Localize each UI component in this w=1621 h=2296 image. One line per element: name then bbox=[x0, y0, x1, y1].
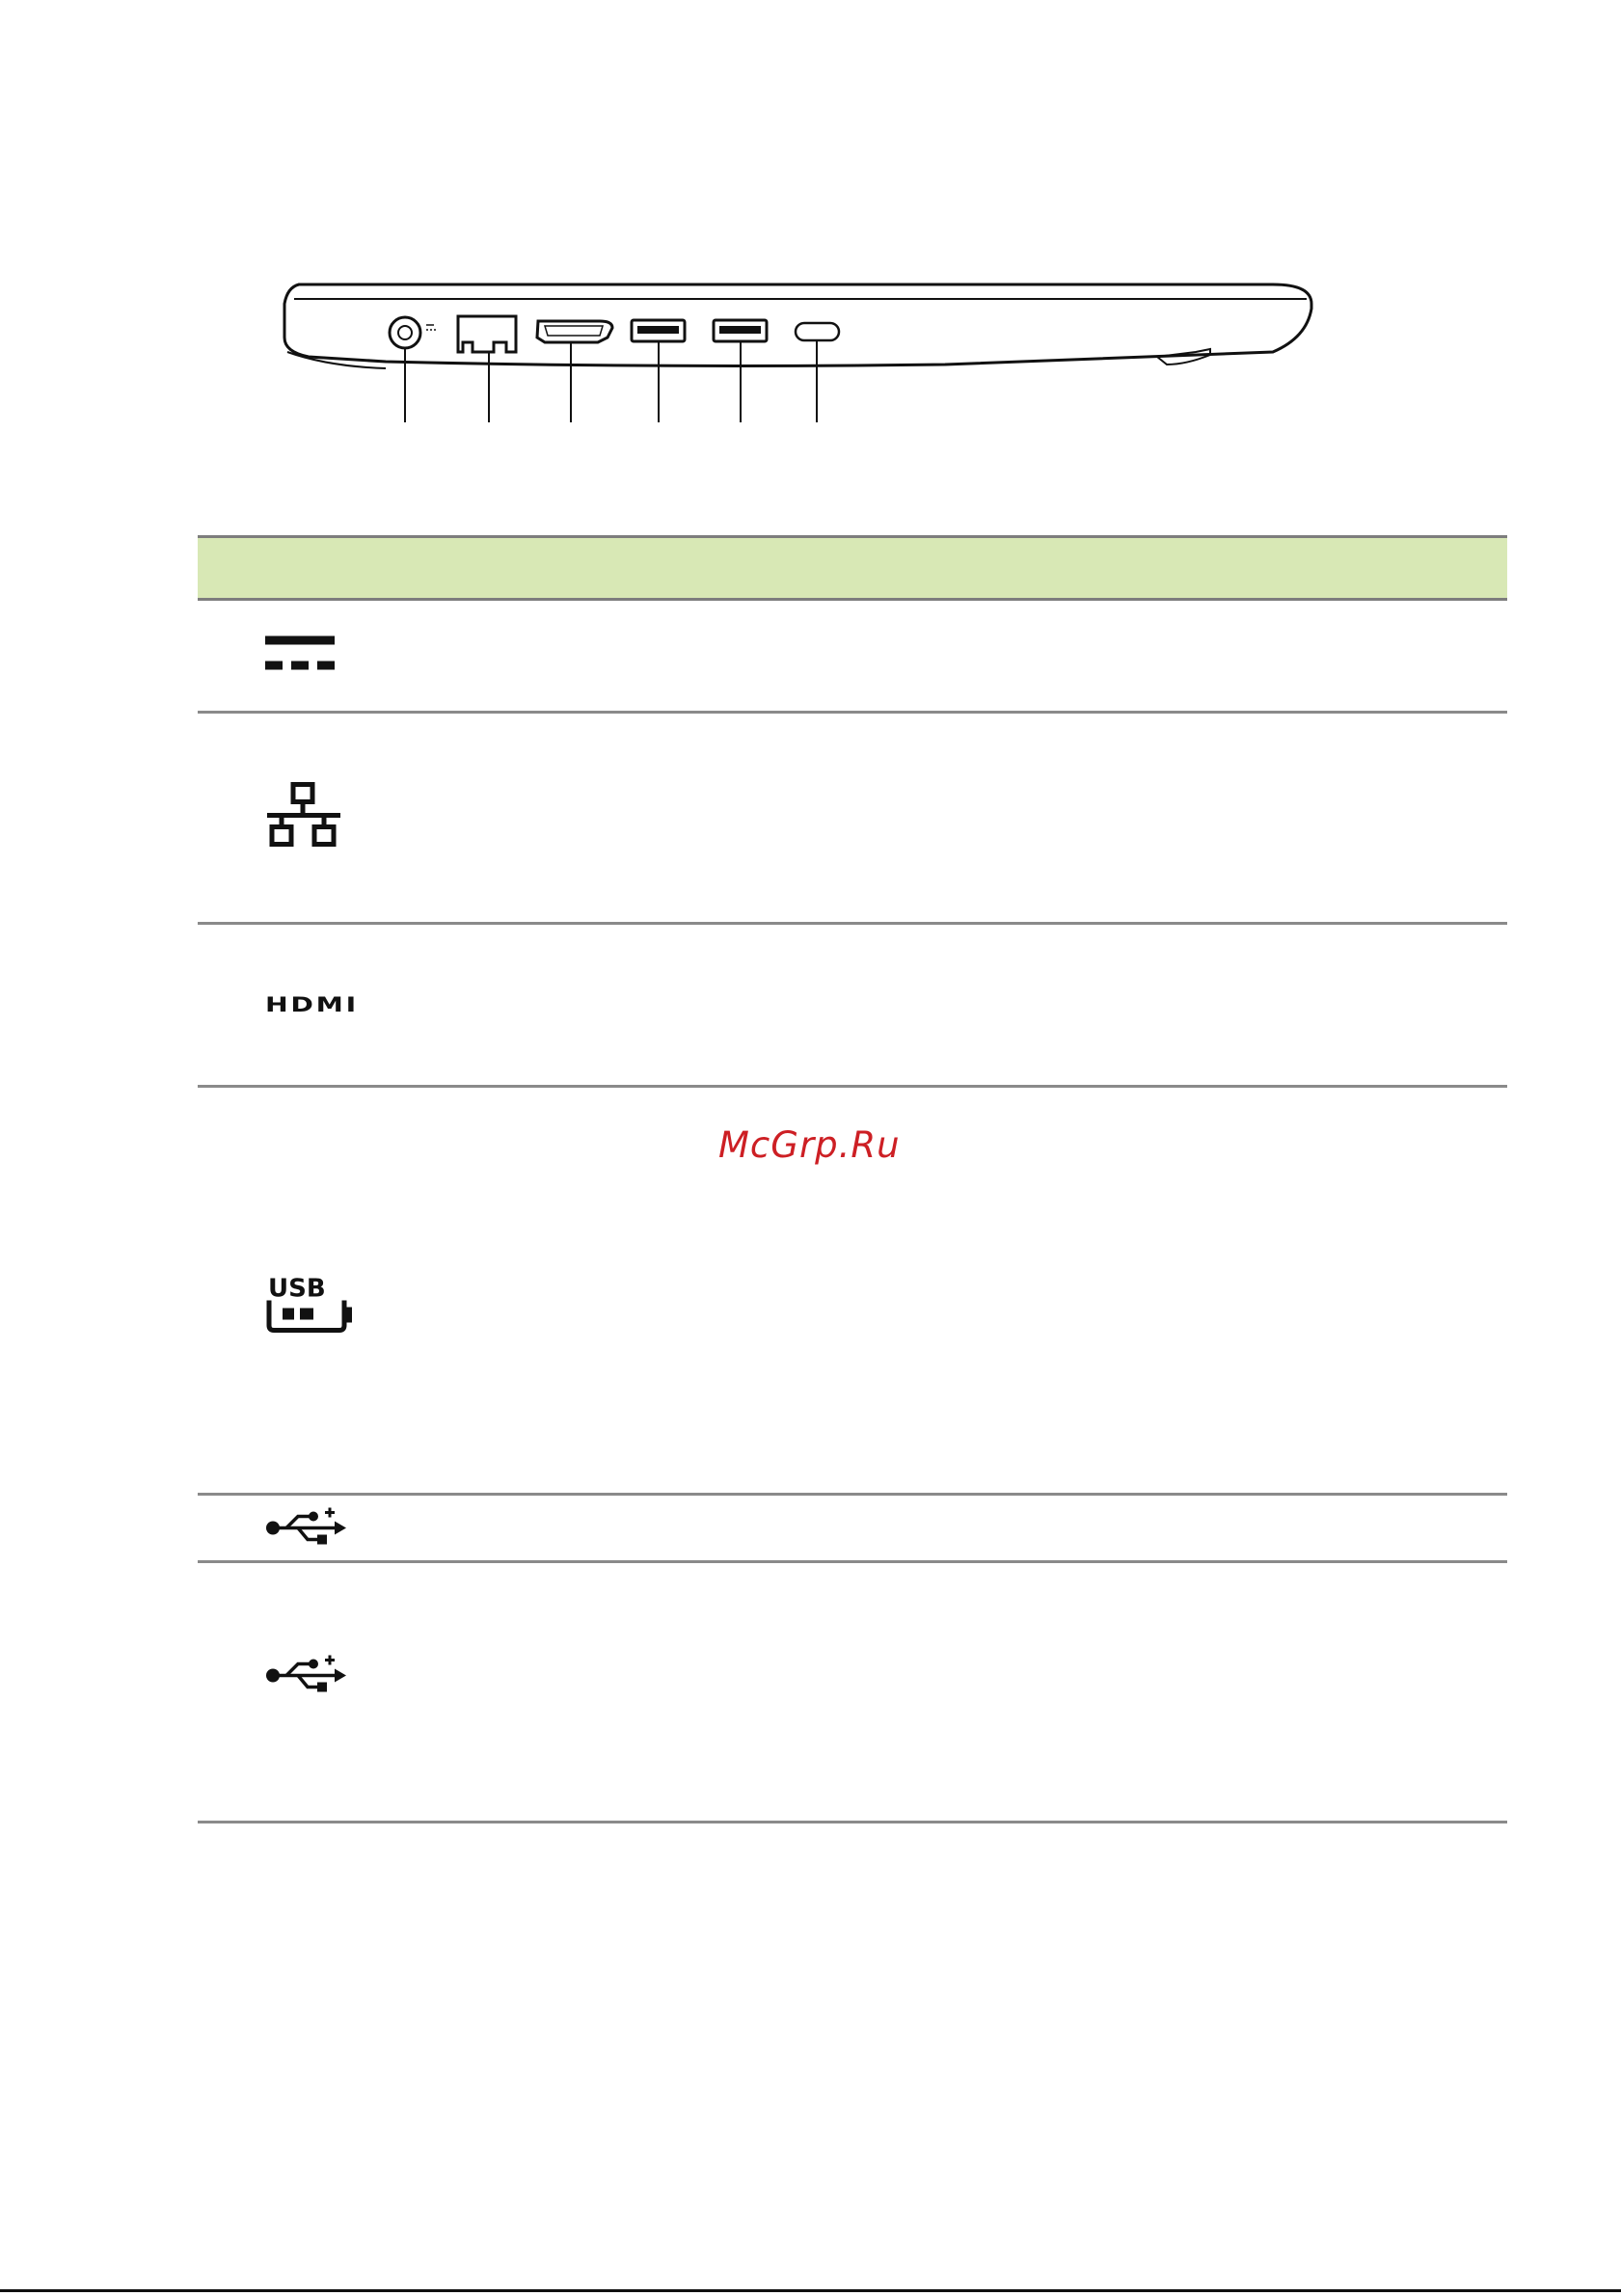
laptop-left-side-illustration bbox=[270, 260, 1331, 434]
usb-c-port bbox=[796, 323, 839, 340]
usb-icon bbox=[265, 1506, 346, 1550]
watermark: McGrp.Ru bbox=[718, 1124, 901, 1166]
table-header bbox=[198, 535, 1507, 601]
table-row-usb bbox=[198, 1496, 1507, 1563]
dc-in-port bbox=[390, 317, 436, 348]
hdmi-icon bbox=[265, 993, 359, 1016]
ports-table bbox=[198, 535, 1507, 1823]
usb-charge-label: USB bbox=[268, 1275, 326, 1304]
ethernet-icon bbox=[265, 782, 342, 854]
footer-divider bbox=[0, 2289, 1621, 2292]
hdmi-port bbox=[537, 321, 612, 342]
table-row-ethernet bbox=[198, 714, 1507, 925]
table-row-usb-c bbox=[198, 1563, 1507, 1823]
table-row-hdmi bbox=[198, 925, 1507, 1088]
ethernet-port bbox=[458, 316, 516, 352]
usb-charge-port bbox=[632, 320, 685, 341]
hdmi-logo-text: HDMI bbox=[265, 993, 359, 1016]
usb-charge-icon bbox=[265, 1275, 354, 1337]
dc-in-icon bbox=[265, 633, 335, 680]
usb-icon bbox=[265, 1655, 346, 1698]
callout-lines bbox=[405, 340, 817, 422]
usb-port bbox=[714, 320, 767, 341]
table-row-dc-in bbox=[198, 601, 1507, 714]
